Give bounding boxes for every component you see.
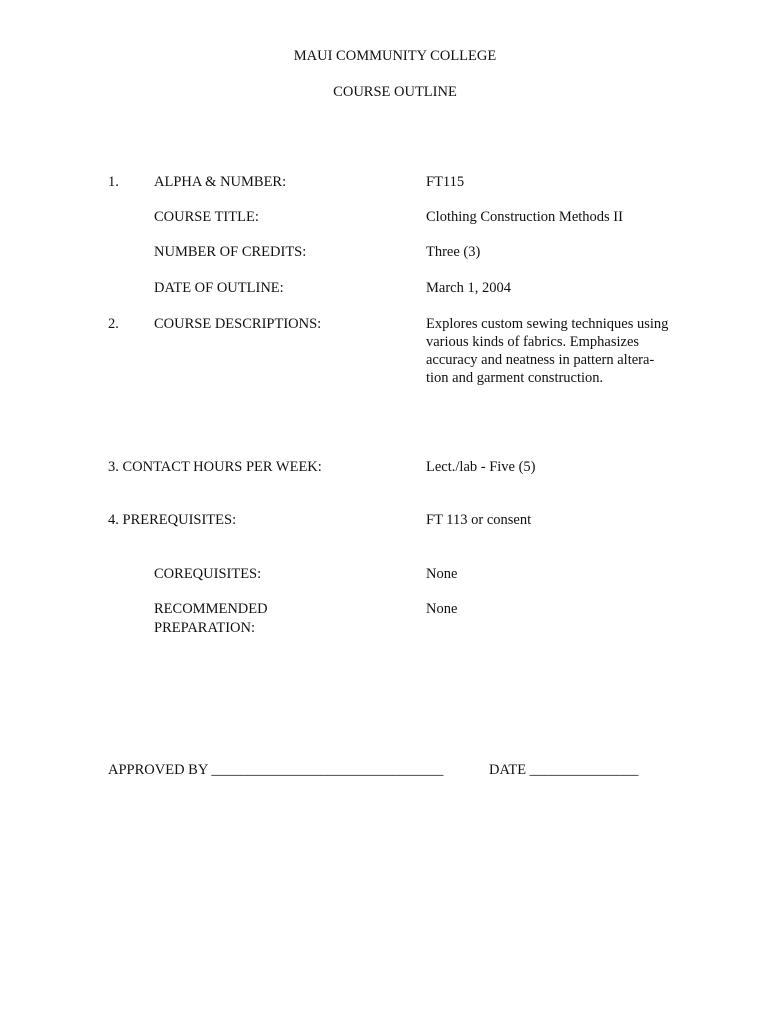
section-2-number: 2. bbox=[108, 316, 119, 332]
prerequisites-value: FT 113 or consent bbox=[426, 512, 532, 528]
approval-date-line: DATE _______________ bbox=[489, 762, 639, 778]
corequisites-label: COREQUISITES: bbox=[154, 566, 262, 582]
prerequisites-label: 4. PREREQUISITES: bbox=[108, 512, 237, 528]
contact-hours-value: Lect./lab - Five (5) bbox=[426, 459, 536, 475]
description-line: various kinds of fabrics. Emphasizes bbox=[426, 334, 640, 350]
recommended-label-line: RECOMMENDED bbox=[154, 601, 268, 617]
course-description-text bbox=[426, 315, 696, 387]
section-1-number: 1. bbox=[108, 174, 119, 190]
date-of-outline-label: DATE OF OUTLINE: bbox=[154, 280, 284, 296]
description-line: Explores custom sewing techniques using bbox=[426, 316, 669, 332]
recommended-preparation-value: None bbox=[426, 601, 458, 617]
recommended-label-line: PREPARATION: bbox=[154, 620, 255, 636]
contact-hours-label: 3. CONTACT HOURS PER WEEK: bbox=[108, 459, 322, 475]
approved-by-line: APPROVED BY ________________________________ bbox=[108, 762, 444, 778]
credits-label: NUMBER OF CREDITS: bbox=[154, 244, 307, 260]
date-of-outline-value: March 1, 2004 bbox=[426, 280, 511, 296]
description-line: tion and garment construction. bbox=[426, 370, 604, 386]
document-title: COURSE OUTLINE bbox=[333, 84, 457, 100]
institution-name: MAUI COMMUNITY COLLEGE bbox=[293, 48, 497, 64]
course-title-value: Clothing Construction Methods II bbox=[426, 209, 623, 225]
corequisites-value: None bbox=[426, 566, 458, 582]
recommended-preparation-label bbox=[154, 600, 268, 638]
alpha-number-label: ALPHA & NUMBER: bbox=[154, 174, 287, 190]
description-line: accuracy and neatness in pattern altera- bbox=[426, 352, 655, 368]
alpha-number-value: FT115 bbox=[426, 174, 465, 190]
credits-value: Three (3) bbox=[426, 244, 481, 260]
course-title-label: COURSE TITLE: bbox=[154, 209, 259, 225]
course-descriptions-label: COURSE DESCRIPTIONS: bbox=[154, 316, 322, 332]
